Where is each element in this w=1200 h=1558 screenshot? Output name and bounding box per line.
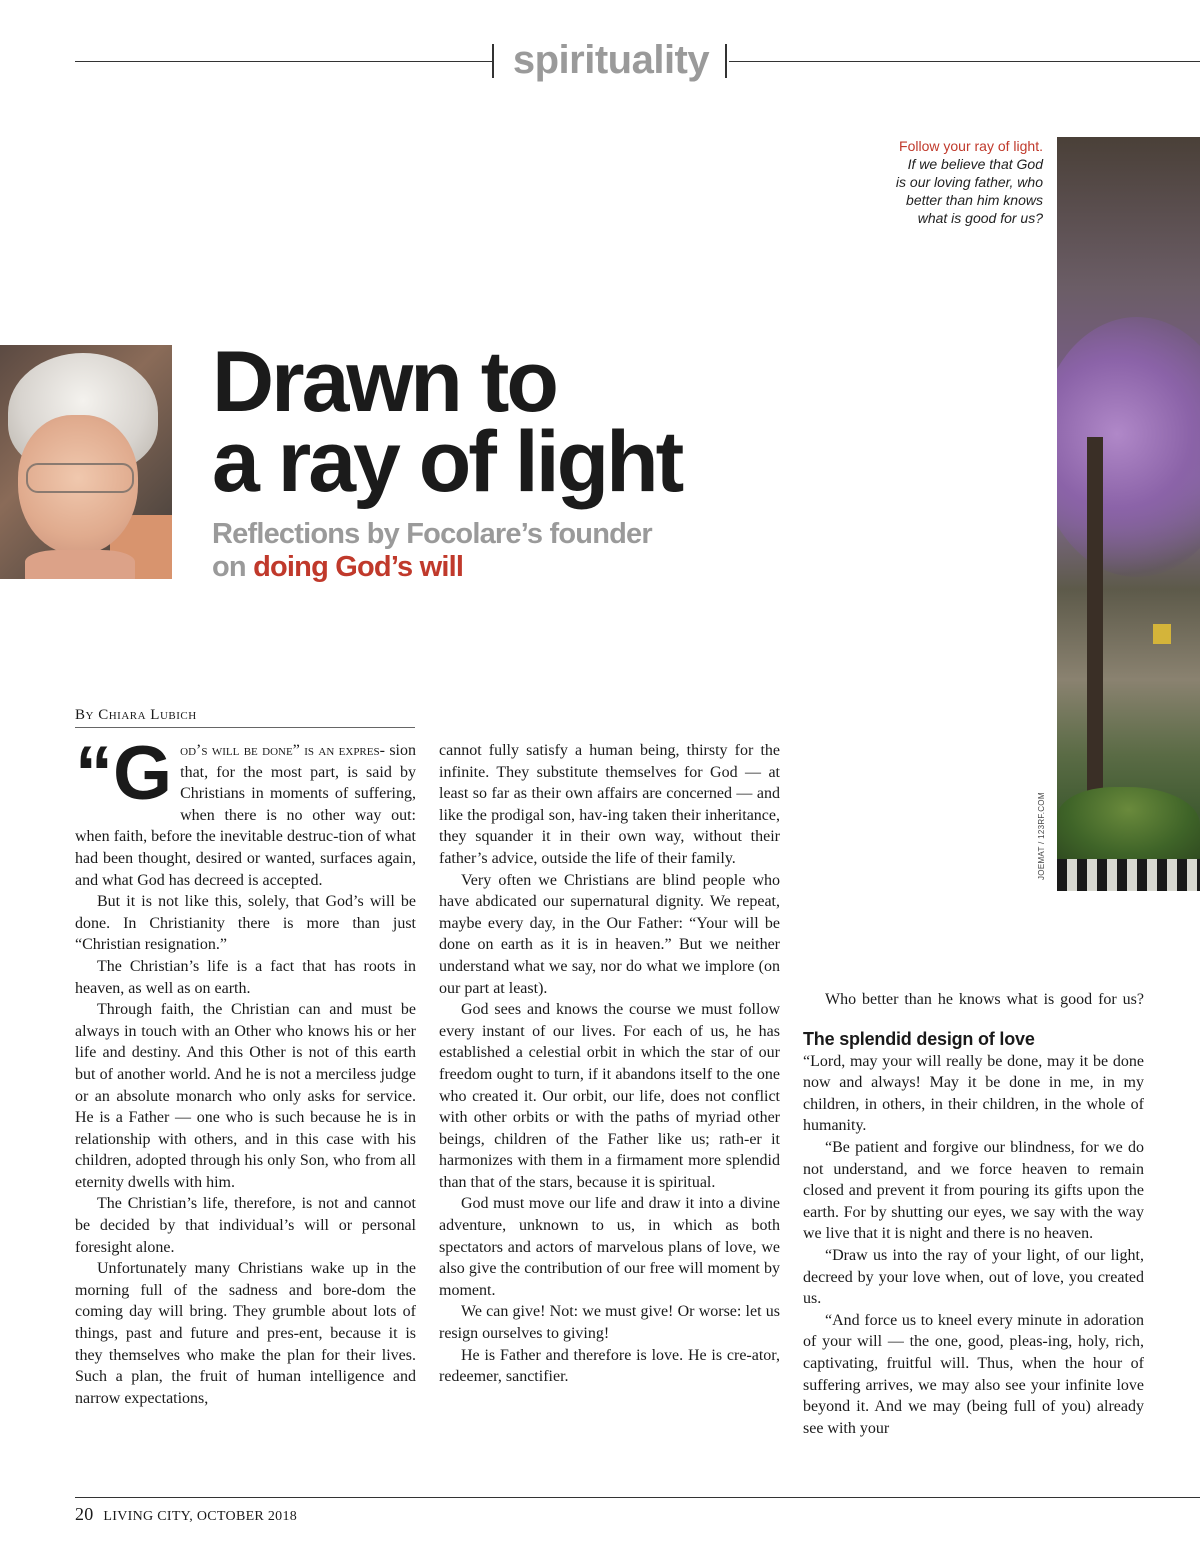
header-rule-left (75, 61, 492, 62)
header-tick-left (492, 44, 494, 78)
paragraph: Very often we Christians are blind people who have abdicated our supernatural dignity. We repeat, maybe every day, in the Our Father: “Your will be done on earth as it is in heaven.” But we neither understand what we say, nor do what we implore (on our part at least). (439, 871, 780, 997)
paragraph: God must move our life and draw it into a divine adventure, unknown to us, in which as both spectators and actors of marvelous plans of love, we also give the contribution of our free will moment by moment. (439, 1195, 780, 1299)
street-sign (1153, 624, 1171, 644)
paragraph: “Be patient and forgive our blindness, for we do not understand, and we force heaven to remain closed and prevent it from pouring its gifts upon the earth. For by shutting our eyes, we say with the way we live that it is night and there is no heaven. (803, 1138, 1144, 1243)
drop-cap: “G (75, 731, 173, 816)
lead-text: sion that, for the most part, is said by Christians in moments of suffering, when there is no other way out: when faith, before the inevitable destruc-tion of what had been thought, desired or wanted, surfaces again, and what God has decreed is accepted. (75, 742, 416, 889)
article-column-1 (75, 731, 416, 1409)
paragraph: “Draw us into the ray of your light, of our light, decreed by your love when, out of love, you created us. (803, 1246, 1144, 1308)
deck-prefix: on (212, 551, 254, 583)
page-number: 20 (75, 1504, 94, 1524)
photo-credit: JOEMAT / 123RF.COM (1037, 792, 1046, 880)
deck-accent: doing God’s will (253, 551, 464, 583)
footer-rule (75, 1497, 1200, 1498)
paragraph-continuation: cannot fully satisfy a human being, thirsty for the infinite. They substitute themselves for God — at least so far as their own affairs are concerned — and like the prodigal son, hav-ing taken their inheritance, they squander it in their own way, without their father’s advice, outside the life of their family. (439, 742, 780, 867)
paragraph: Who better than he knows what is good for us? (825, 991, 1144, 1008)
byline-prefix: By (75, 707, 94, 723)
headline-line-1: Drawn to (212, 334, 556, 430)
paragraph: Unfortunately many Christians wake up in the morning full of the sadness and bore-dom the coming day will bring. They grumble about lots of things, past and future and pres-ent, because it is they themselves who make the plan for their lives. Such a plan, the fruit of human intelligence and narrow expectations, (75, 1260, 416, 1407)
caption-title: Follow your ray of light. (899, 138, 1043, 154)
lead-paragraph (75, 731, 416, 891)
publication-info: LIVING CITY, OCTOBER 2018 (103, 1509, 298, 1524)
paragraph: The Christian’s life is a fact that has roots in heaven, as well as on earth. (75, 957, 416, 997)
paragraph: “Lord, may your will really be done, may it be done now and always! May it be done in me, in my children, in others, in their children, in the whole of humanity. (803, 1052, 1144, 1135)
paragraph: The Christian’s life, therefore, is not and cannot be decided by that individual’s will or personal foresight alone. (75, 1195, 416, 1256)
byline (75, 707, 415, 728)
author-portrait-photo (0, 345, 172, 579)
paragraph: He is Father and therefore is love. He is cre-ator, redeemer, sanctifier. (439, 1346, 780, 1386)
portrait-glasses (26, 463, 134, 493)
deck-line-2 (212, 551, 652, 584)
section-label: spirituality (512, 38, 710, 82)
paragraph: “And force us to kneel every minute in adoration of your will — the one, good, pleas-ing, holy, rich, captivating, fruitful will. Thus, when the hour of suffering arrives, we may also see your infinite love beyond it. And we may (being full of you) already see with your (803, 1311, 1144, 1437)
section-subhead: The splendid design of love (803, 1028, 1035, 1049)
header-rule-right (729, 61, 1200, 62)
paragraph: Through faith, the Christian can and must be always in touch with an Other who knows his or her life and destiny. And this Other is not of this earth but of another world. And he is not a merciless judge or an absolute monarch who only asks for service. He is a Father — one who is such because he is in relationship with others, and in this case with his children, adopted through his only Son, who from all eternity dwells with him. (75, 1001, 416, 1191)
article-headline (212, 334, 682, 510)
flowering-tree-canopy (1057, 317, 1200, 577)
hedge (1057, 787, 1200, 862)
byline-author: Chiara Lubich (98, 707, 197, 723)
headline-line-2: a ray of light (212, 414, 682, 510)
paragraph: God sees and knows the course we must follow every instant of our lives. For each of us, he has established a celestial orbit in which the star of our freedom ought to turn, if it abandons itself to the one who created it. Our orbit, our life, does not conflict with other orbits or with the paths of myriad other beings, children of the Father like us; rath-er it harmonizes with them in a firmament more splendid than that of the stars, because it is spiritual. (439, 1001, 780, 1191)
deck-line-1: Reflections by Focolare’s founder (212, 518, 652, 550)
header-tick-right (725, 44, 727, 78)
article-column-3 (803, 989, 1144, 1439)
paragraph: We can give! Not: we must give! Or worse: let us resign ourselves to giving! (439, 1303, 780, 1343)
striped-curb (1057, 859, 1200, 891)
photo-caption (783, 137, 1043, 227)
lead-small-caps: od’s will be done” is an expres- (180, 742, 385, 759)
portrait-hand (25, 550, 135, 579)
paragraph: But it is not like this, solely, that God’s will be done. In Christianity there is more than just “Christian resignation.” (75, 893, 416, 954)
page-footer (75, 1504, 297, 1525)
article-deck (212, 518, 652, 584)
article-column-2 (439, 740, 780, 1388)
caption-body: If we believe that God is our loving father, who better than him knows what is good for us? (895, 156, 1043, 226)
tree-trunk (1087, 437, 1103, 817)
tree-lined-street-photo (1057, 137, 1200, 891)
